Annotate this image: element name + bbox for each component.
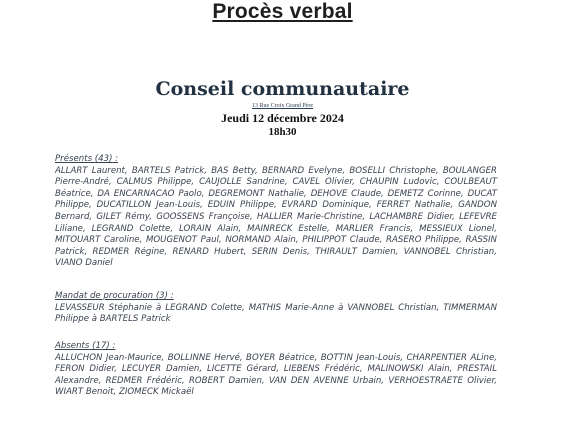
meeting-address: 13 Rue Croix Grand Père [252, 103, 313, 109]
meeting-date: Jeudi 12 décembre 2024 [221, 111, 344, 125]
meeting-time: 18h30 [268, 126, 297, 138]
absent-list: ALLUCHON Jean-Maurice, BOLLINNE Hervé, BOYER Béatrice, BOTTIN Jean-Louis, CHARPENTIER ALine, FERON Didier, LECUYER Damien, LICETTE Gérard, LIEBENS Frédéric, MALINOWSKI Alain, PRESTAIL Alexandre, REDMER Frédéric, ROBERT Damien, VAN DEN AVENNE Urbain, VERHOESTRAETE Olivier, WIART Benoit, ZIOMECK Mickaël [55, 352, 497, 398]
present-heading: Présents (43) : [55, 154, 119, 164]
present-list: ALLART Laurent, BARTELS Patrick, BAS Betty, BERNARD Evelyne, BOSELLI Christophe, BOULANGER Pierre-André, CALMUS Philippe, CAUJOLLE Sandrine, CAVEL Olivier, CHAUPIN Ludovic, COULBEAUT Béatrice, DA ENCARNACAO Paolo, DEGREMONT Nathalie, DEHOVE Claude, DEMETZ Corinne, DUCAT Philippe, DUCATILLON Jean-Louis, EDUIN Philippe, EVRARD Dominique, FERRET Nathalie, GANDON Bernard, GILET Rémy, GOOSSENS Françoise, HALLIER Marie-Christine, LACHAMBRE Didier, LEFEVRE Liliane, LEGRAND Colette, LORAIN Alain, MAINRECK Estelle, MARLIER Francis, MESSIEUX Lionel, MITOUART Caroline, MOUGENOT Paul, NORMAND Alain, PHILIPPOT Claude, RASERO Philippe, RASSIN Patrick, REDMER Régine, RENARD Hubert, SERIN Denis, THIRAULT Damien, VANNOBEL Christian, VIANO Daniel [55, 165, 497, 269]
absent-section [55, 341, 497, 399]
council-title: Conseil communautaire [155, 78, 410, 100]
document-title: Procès verbal [212, 0, 353, 23]
proxy-list: LEVASSEUR Stéphanie à LEGRAND Colette, MATHIS Marie-Anne à VANNOBEL Christian, TIMMERMAN Philippe à BARTELS Patrick [55, 302, 497, 325]
proxy-heading: Mandat de procuration (3) : [55, 291, 174, 301]
attendees-present-section [55, 154, 497, 270]
proxy-section [55, 291, 497, 326]
absent-heading: Absents (17) : [55, 341, 116, 351]
